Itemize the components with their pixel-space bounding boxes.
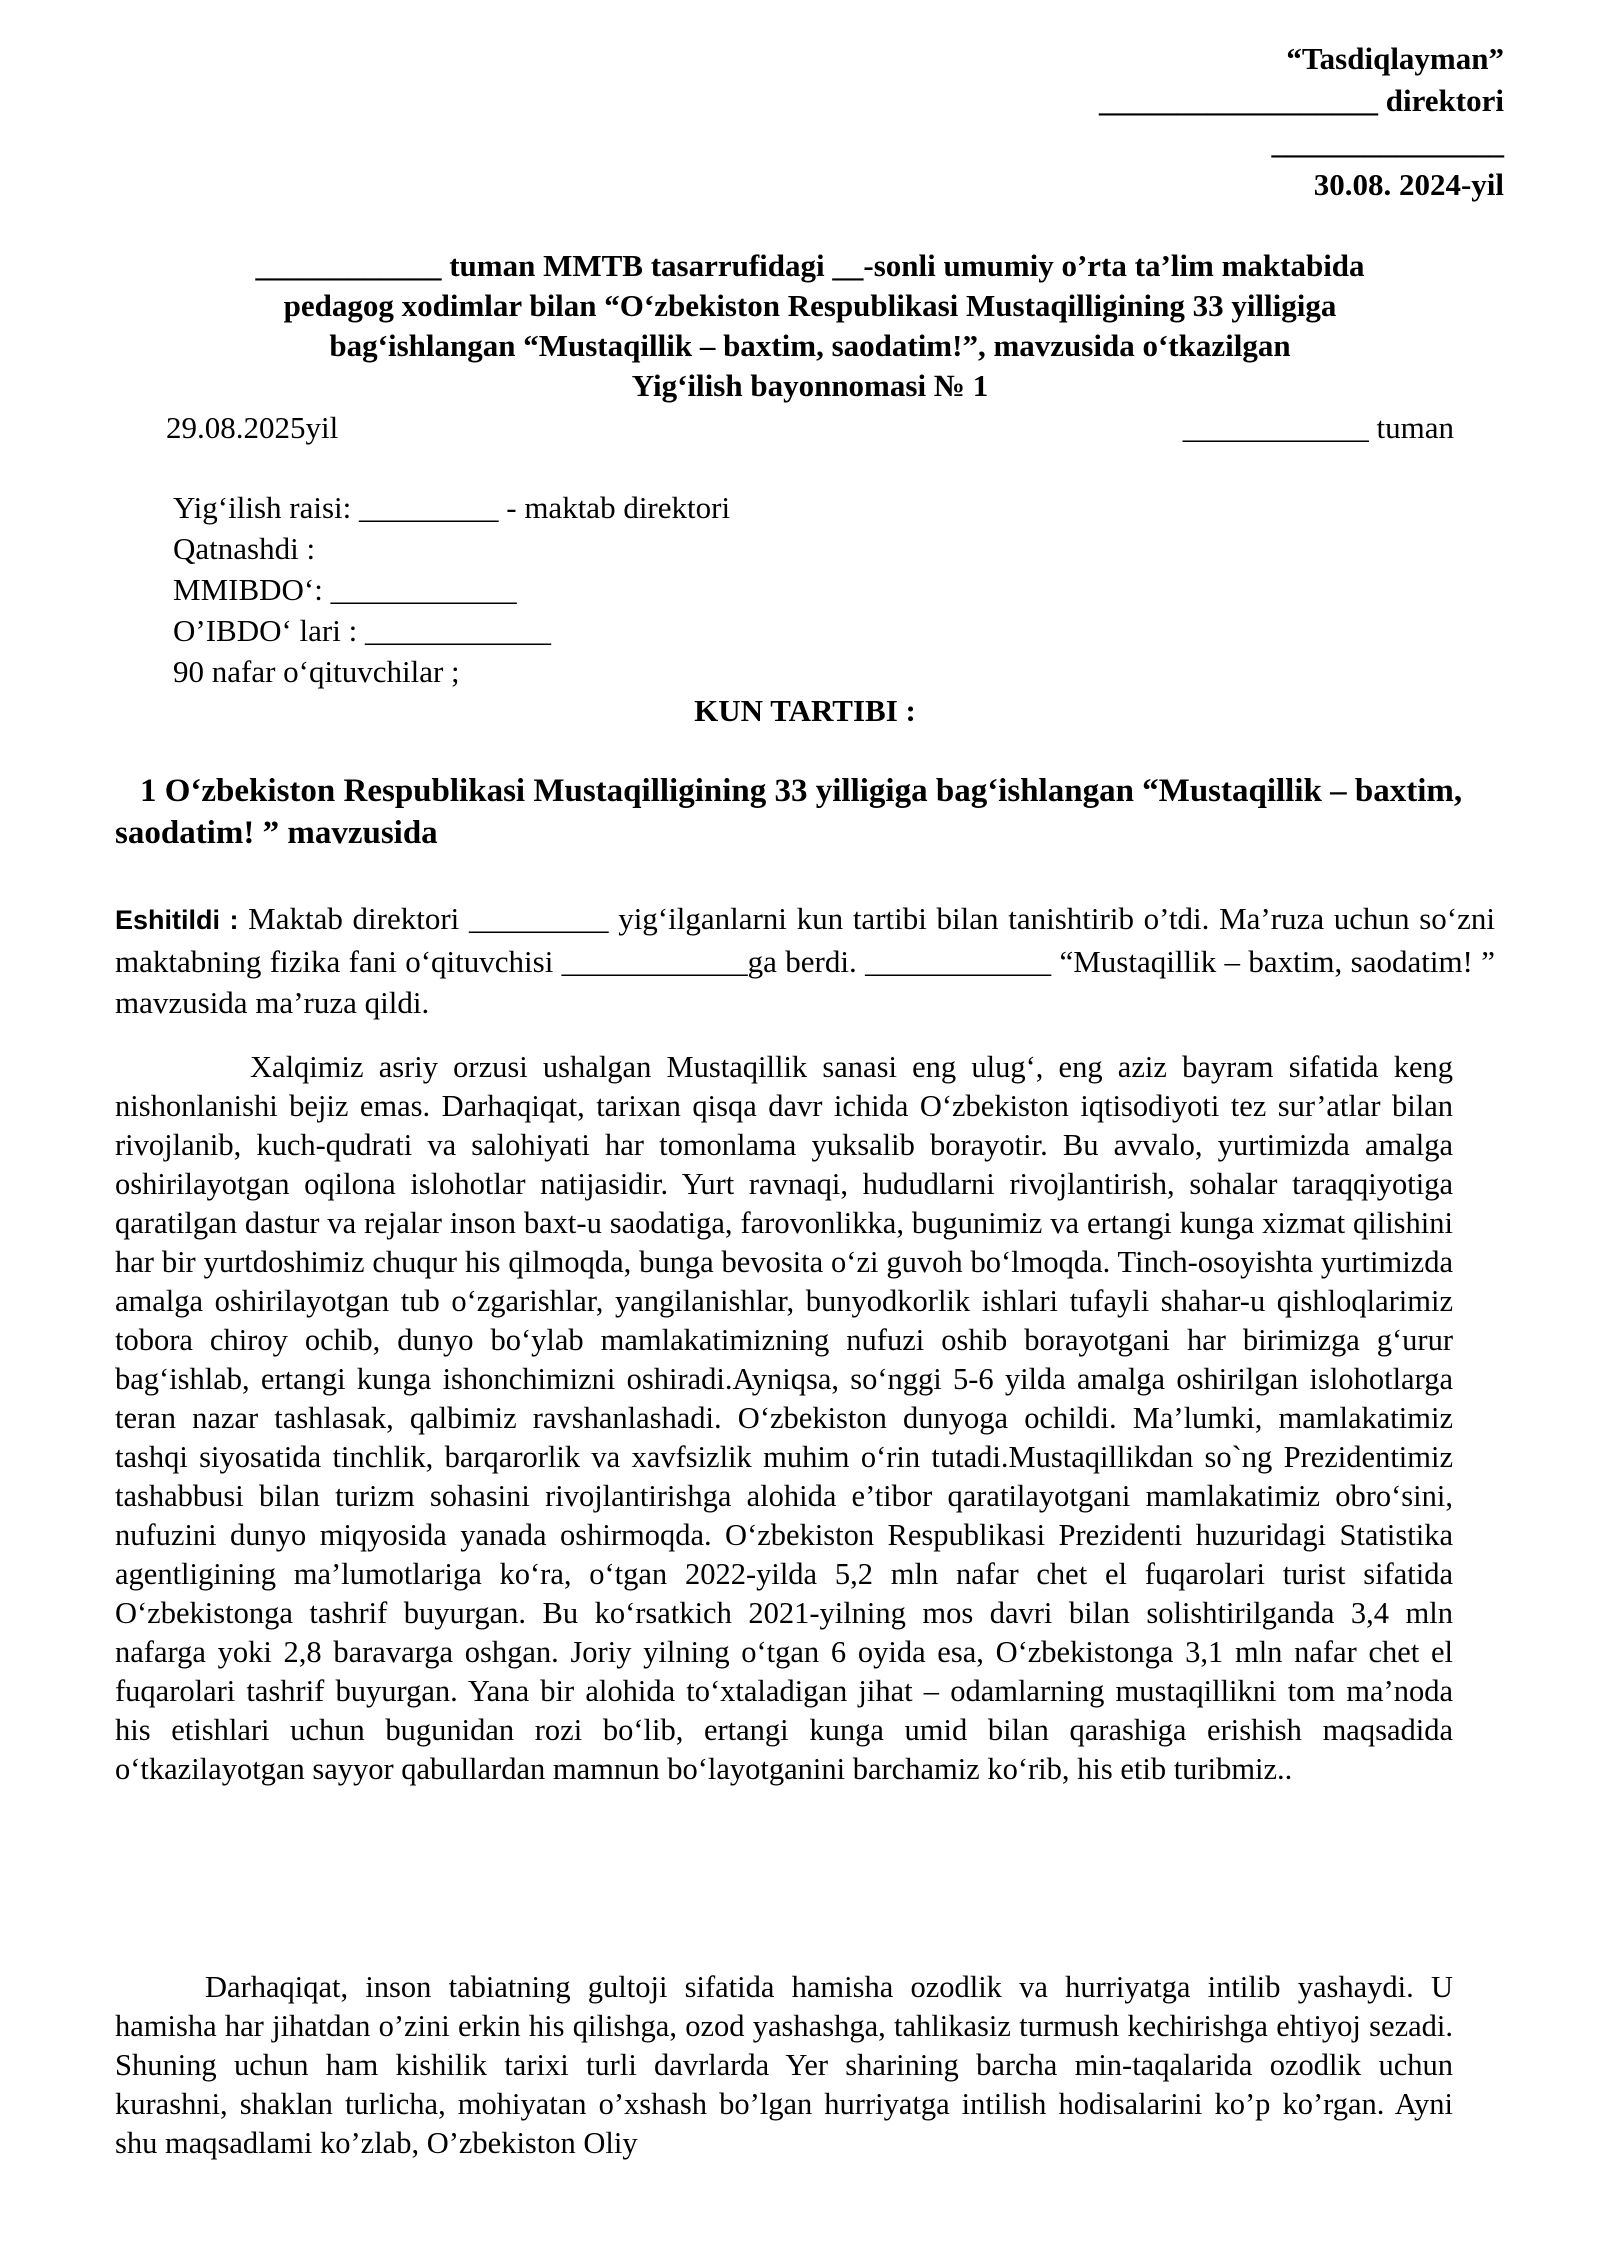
title-line-2: pedagog xodimlar bilan “O‘zbekiston Respublikasi Mustaqilligining 33 yilligiga <box>283 288 1337 323</box>
title-line-4: Yig‘ilish bayonnomasi № 1 <box>631 368 989 403</box>
body-paragraph-2: Darhaqiqat, inson tabiatning gultoji sifatida hamisha ozodlik va hurriyatga intilib yashaydi. U hamisha har jihatdan o’zini erkin his qilishga, ozod yashashga, tahlikasiz turmush kechirishga ehtiyoj sezadi. Shuning uchun ham kishilik tarixi turli davrlarda Yer sharining barcha min-taqalarida ozodlik uchun kurashni, shaklan turlicha, mohiyatan o’xshash bo’lgan hurriyatga intilish hodisalarini ko’p ko’rgan. Ayni shu maqsadlami ko’zlab, O’zbekiston Oliy <box>115 1970 1453 2160</box>
mmibdo-line: MMIBDO‘: ____________ <box>173 572 517 607</box>
heard-text: Maktab direktori _________ yig‘ilganlarni kun tartibi bilan tanishtirib o’tdi. Ma’ruza uchun so‘zni maktabning fizika fani o‘qituvchisi ____________ga berdi. ____________ “Mustaqillik – baxtim, saodatim! ” mavzusida ma’ruza qildi. <box>115 901 1495 1020</box>
heard-label: Eshitildi : <box>115 905 239 935</box>
approval-signature-line: _______________ <box>1271 125 1504 160</box>
meeting-district: ____________ tuman <box>1182 410 1454 445</box>
attended-label: Qatnashdi : <box>173 531 316 566</box>
meeting-chair: Yig‘ilish raisi: _________ - maktab direktori <box>173 490 731 525</box>
agenda-heading: KUN TARTIBI : <box>694 693 916 728</box>
teachers-count: 90 nafar o‘qituvchilar ; <box>173 654 460 689</box>
approval-block <box>1099 38 1504 206</box>
document-title <box>140 246 1480 406</box>
title-line-3: bag‘ishlangan “Mustaqillik – baxtim, saodatim!”, mavzusida o‘tkazilgan <box>329 328 1291 363</box>
meeting-date: 29.08.2025yil <box>166 410 339 445</box>
title-line-1: ____________ tuman MMTB tasarrufidagi __-sonli umumiy o’rta ta’lim maktabida <box>255 248 1365 283</box>
approval-title: “Tasdiqlayman” <box>1286 41 1504 76</box>
agenda-item-1: 1 O‘zbekiston Respublikasi Mustaqilligining 33 yilligiga bag‘ishlangan “Mustaqillik – baxtim, saodatim! ” mavzusida <box>115 773 1463 851</box>
approval-director-line: __________________ direktori <box>1099 83 1504 118</box>
approval-date: 30.08. 2024-yil <box>1313 167 1504 202</box>
heard-paragraph <box>115 898 1495 1023</box>
oibdo-line: O’IBDO‘ lari : ____________ <box>173 613 551 648</box>
body-paragraph-1: Xalqimiz asriy orzusi ushalgan Mustaqillik sanasi eng ulug‘, eng aziz bayram sifatida keng nishonlanishi bejiz emas. Darhaqiqat, tarixan qisqa davr ichida O‘zbekiston iqtisodiyoti tez sur’atlar bilan rivojlanib, kuch-qudrati va salohiyati har tomonlama yuksalib borayotir. Bu avvalo, yurtimizda amalga oshirilayotgan oqilona islohotlar natijasidir. Yurt ravnaqi, hududlarni rivojlantirish, sohalar taraqqiyotiga qaratilgan dastur va rejalar inson baxt-u saodatiga, farovonlikka, bugunimiz va ertangi kunga xizmat qilishini har bir yurtdoshimiz chuqur his qilmoqda, bunga bevosita o‘zi guvoh bo‘lmoqda. Tinch-osoyishta yurtimizda amalga oshirilayotgan tub o‘zgarishlar, yangilanishlar, bunyodkorlik ishlari tufayli shahar-u qishloqlarimiz tobora chiroy ochib, dunyo bo‘ylab mamlakatimizning nufuzi oshib borayotgani har birimizga g‘urur bag‘ishlab, ertangi kunga ishonchimizni oshiradi.Ayniqsa, so‘nggi 5-6 yilda amalga oshirilgan islohotlarga teran nazar tashlasak, qalbimiz ravshanlashadi. O‘zbekiston dunyoga ochildi. Ma’lumki, mamlakatimiz tashqi siyosatida tinchlik, barqarorlik va xavfsizlik muhim o‘rin tutadi.Mustaqillikdan so`ng Prezidentimiz tashabbusi bilan turizm sohasini rivojlantirishga alohida e’tibor qaratilayotgani mamlakatimiz obro‘sini, nufuzini dunyo miqyosida yanada oshirmoqda. O‘zbekiston Respublikasi Prezidenti huzuridagi Statistika agentligining ma’lumotlariga ko‘ra, o‘tgan 2022-yilda 5,2 mln nafar chet el fuqarolari turist sifatida O‘zbekistonga tashrif buyurgan. Bu ko‘rsatkich 2021-yilning mos davri bilan solishtirilganda 3,4 mln nafarga yoki 2,8 baravarga oshgan. Joriy yilning o‘tgan 6 oyida esa, O‘zbekistonga 3,1 mln nafar chet el fuqarolari tashrif buyurgan. Yana bir alohida to‘xtaladigan jihat – odamlarning mustaqillikni tom ma’noda his etishlari uchun bugunidan rozi bo‘lib, ertangi kunga umid bilan qarashiga erishish maqsadida o‘tkazilayotgan sayyor qabullardan mamnun bo‘layotganini barchamiz ko‘rib, his etib turibmiz.. <box>115 1050 1453 1786</box>
